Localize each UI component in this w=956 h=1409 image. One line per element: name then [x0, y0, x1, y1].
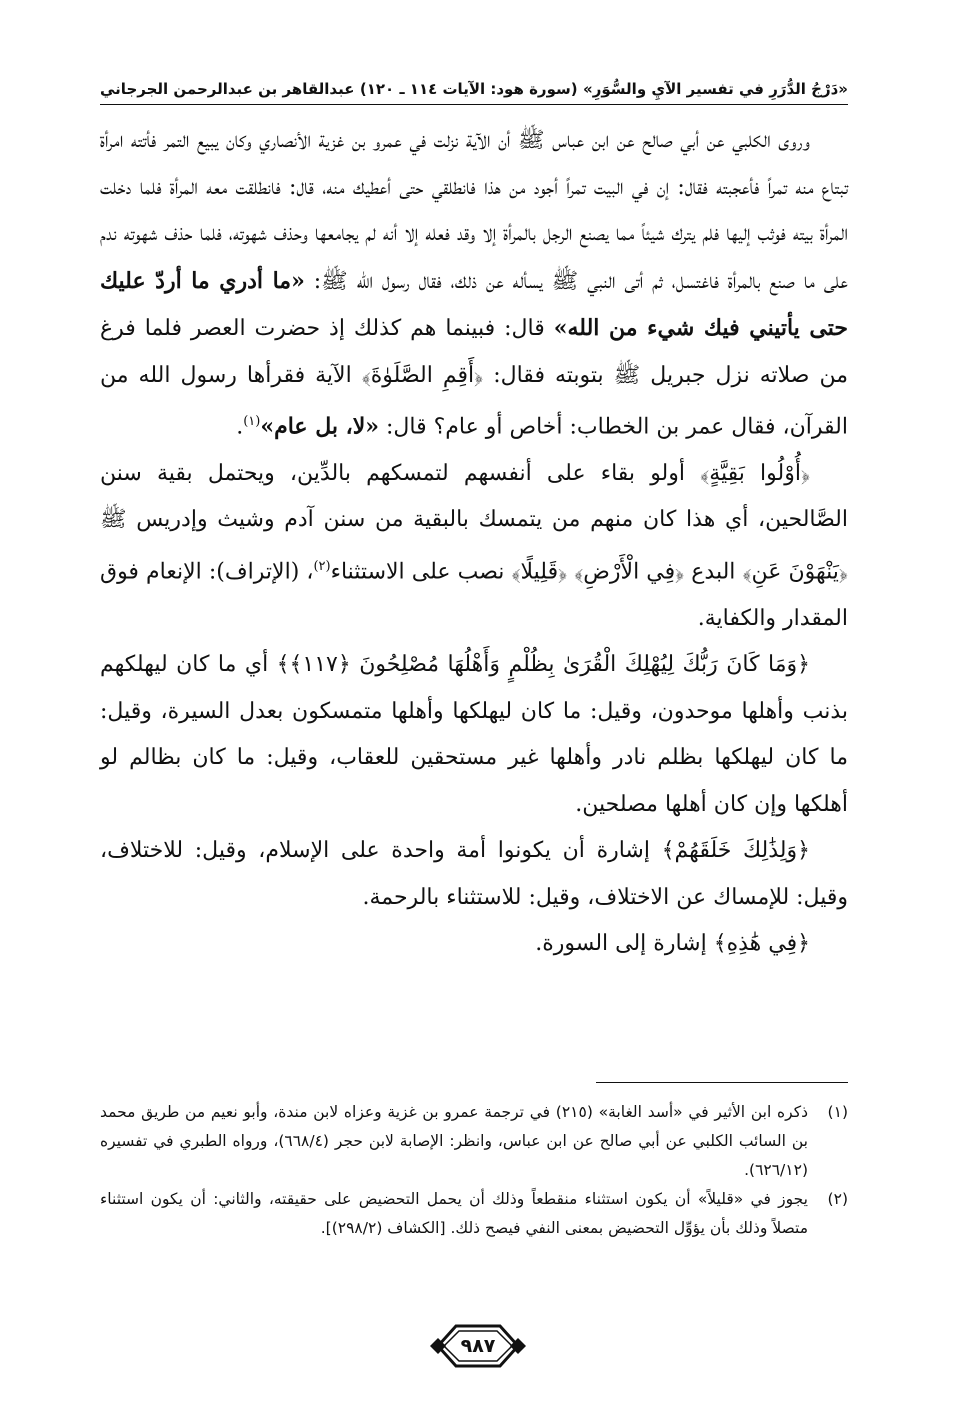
- p2-text-j: ، (الإتراف): الإنعام فوق المقدار والكفاية.: [100, 559, 848, 631]
- paragraph-3: [100, 642, 848, 828]
- page-number-ornament: [428, 1318, 528, 1374]
- author-name: عبدالقاهر بن عبدالرحمن الجرجاني: [100, 80, 355, 98]
- footnote-ref-2[interactable]: (٢): [313, 558, 331, 574]
- footnote-text: يجوز في «قليلاً» أن يكون استثناء منقطعاً وذلك أن يحمل التحضيض على حقيقته، والثاني: أن يكون استثناء متصلاً وذلك بأن يؤوِّل التحضيض بمعنى النفي فيصح ذلك. [الكشاف (٢٩٨/٢)].: [100, 1190, 808, 1237]
- quran-quote-fi-hadhihi: ﴿فِي هَٰذِهِ﴾: [713, 931, 810, 957]
- quran-quote-fil-ard: ﴿فِي الْأَرْضِ﴾: [574, 559, 685, 585]
- p5-text-b: إشارة إلى السورة.: [535, 931, 714, 957]
- book-title: «دَرْجُ الدُّرَرِ في تفسير الآيِ والسُّوَرِ»: [583, 80, 848, 98]
- footnote-1: [100, 1098, 848, 1185]
- hadith-quote-1: «ما أدري ما أردّ عليك حتى يأتيني فيك شيء من الله»: [100, 267, 848, 341]
- footnote-number: (٢): [827, 1190, 848, 1208]
- footnote-text: ذكره ابن الأثير في «أسد الغابة» (٢١٥) في ترجمة عمرو بن غزية وعزاه لابن مندة، وأبو نعيم من طريق محمد بن السائب الكلبي عن أبي صالح عن ابن عباس، وانظر: الإصابة لابن حجر (٦٦٨/٤)، ورواه الطبري في تفسيره (٦٢٦/١٢).: [100, 1103, 808, 1179]
- p1-text-c: قال: فبينما هم كذلك إذ حضرت العصر فلما فرغ من صلاته نزل جبريل ﷺ بتوبته فقال:: [100, 316, 849, 388]
- p2-text-d: البدع: [684, 559, 743, 585]
- running-header: [100, 58, 848, 98]
- hadith-quote-2: «لا، بل عام»: [260, 413, 380, 440]
- p1-text-h: .: [236, 414, 244, 440]
- paragraph-4: [100, 828, 848, 921]
- footnote-ref-1[interactable]: (١): [243, 414, 261, 429]
- quran-quote-yanhawna: ﴿يَنْهَوْنَ عَنِ﴾: [742, 559, 848, 585]
- paragraph-5: [100, 921, 848, 968]
- main-text: [100, 118, 848, 968]
- p1-text-e: الآية فقرأها رسول الله من القرآن، فقال عمر بن الخطاب: أخاص أو عام؟ قال:: [100, 362, 848, 440]
- quran-quote-ulu-baqiyya: ﴿أُوْلُوا بَقِيَّةٍ﴾: [700, 460, 811, 486]
- footnote-number: (١): [827, 1103, 848, 1121]
- quran-quote-wa-lidhalika: ﴿وَلِذَٰلِكَ خَلَقَهُمْ﴾: [661, 838, 810, 864]
- footnote-divider: [596, 1082, 848, 1083]
- paragraph-2: [100, 451, 848, 642]
- p3-text-b: أي ما كان ليهلكهم بذنب وأهلها موحدون، وقيل: ما كان ليهلكها وأهلها متمسكون بعدل السيرة، وقيل: ما كان ليهلكها بظلم نادر وأهلها غير مستحقين للعقاب، وقيل: ما كان بظالم لو أهلكها وإن كان أهلها مصلحين.: [100, 652, 848, 817]
- p4-text-b: إشارة أن يكونوا أمة واحدة على الإسلام، وقيل: للاختلاف، وقيل: للإمساك عن الاختلاف، وقيل: للاستثناء بالرحمة.: [100, 838, 848, 910]
- footnotes: [100, 1098, 848, 1243]
- p2-text-b: أولو بقاء على أنفسهم لتمسكهم بالدِّين، ويحتمل بقية سنن الصَّالحين، أي هذا كان منهم من يتمسك بالبقية من سنن آدم وشيث وإدريس ﷺ: [100, 460, 848, 533]
- header-divider: [100, 104, 848, 105]
- quran-quote-aqim: ﴿أَقِمِ الصَّلَوٰةَ﴾: [361, 362, 484, 388]
- p2-text-h: نصب على الاستثناء: [330, 559, 512, 585]
- paragraph-1: [100, 118, 848, 451]
- quran-verse-117: ﴿وَمَا كَانَ رَبُّكَ لِيُهْلِكَ الْقُرَىٰ بِظُلْمٍ وَأَهْلُهَا مُصْلِحُونَ ﴿١١٧﴾﴾: [276, 652, 810, 678]
- footnote-2: [100, 1185, 848, 1243]
- quran-quote-qalilan: ﴿قَلِيلًا﴾: [511, 559, 568, 585]
- section-reference: (سورة هود: الآيات ١١٤ ـ ١٢٠): [359, 80, 578, 98]
- page-number: ٩٨٧: [460, 1335, 496, 1357]
- p1-text-a: وروى الكلبي عن أبي صالح عن ابن عباس ﷺ أن الآية نزلت في عمرو بن غزية الأنصاري وكان يبيع التمر فأتته امرأة تبتاع منه تمراً فأعجبته فقال: إن في البيت تمراً أجود من هذا فانطلقي حتى أعطيك منه، قال: فانطلقت معه المرأة فلما دخلت المرأة بيته فوثب إليها فلم يترك شيئاً مما يصنع الرجل بالمرأة إلا وقد فعله إلا أنه لم يجامعها وحذف شهوته، فلما حذف شهوته ندم على ما صنع بالمرأة فاغتسل، ثم أتى النبي ﷺ يسأله عن ذلك، فقال رسول الله ﷺ:: [100, 128, 848, 294]
